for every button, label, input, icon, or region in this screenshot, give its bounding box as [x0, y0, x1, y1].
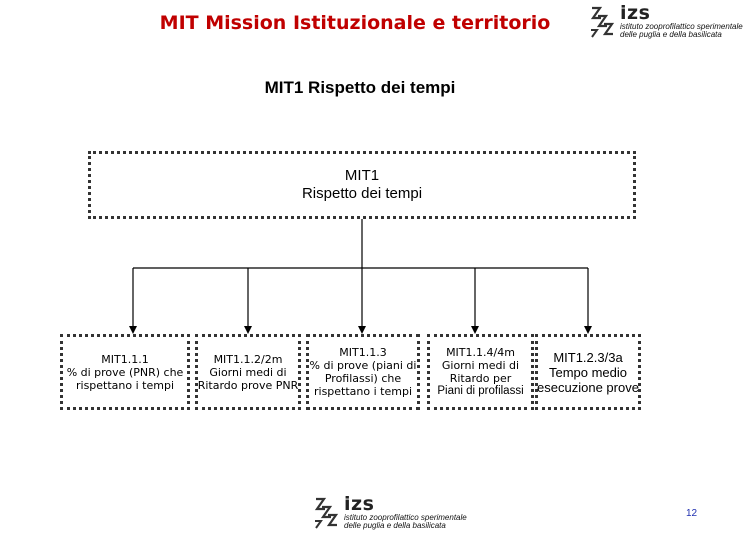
- node-text: MIT1.1.4/4m: [446, 346, 515, 359]
- root-node-code: MIT1: [344, 167, 380, 184]
- node-text: Piani di profilassi: [437, 385, 524, 397]
- node-mit1-1-1: [60, 334, 190, 410]
- node-text: Profilassi) che: [324, 372, 402, 385]
- logo-line-1: istituto zooprofilattico sperimentale: [344, 513, 467, 522]
- izs-logo-mark-icon: [312, 495, 342, 531]
- node-text: Giorni medi di: [209, 365, 287, 379]
- root-node-mit1: [88, 151, 636, 219]
- node-text: MIT1.2.3/3a: [553, 349, 623, 365]
- node-text: Ritardo prove PNR: [197, 378, 299, 392]
- node-text: MIT1.1.1: [101, 352, 149, 366]
- node-text: % di prove (PNR) che: [66, 365, 184, 379]
- node-text: esecuzione prove: [537, 379, 639, 395]
- node-text: rispettano i tempi: [313, 385, 412, 398]
- izs-logo-top: [588, 4, 743, 40]
- page-title: MIT Mission Istituzionale e territorio: [159, 12, 551, 34]
- node-text: MIT1.1.2/2m: [213, 352, 283, 366]
- node-mit1-2-3: [535, 334, 641, 410]
- node-mit1-1-4: [427, 334, 534, 410]
- logo-text: izs: [344, 493, 375, 515]
- node-text: % di prove (piani di: [309, 359, 417, 372]
- node-text: Tempo medio: [548, 364, 628, 380]
- page-subtitle: MIT1 Rispetto dei tempi: [264, 78, 456, 97]
- logo-line-2: delle puglia e della basilicata: [344, 521, 446, 530]
- node-mit1-1-2: [195, 334, 301, 410]
- node-text: rispettano i tempi: [75, 378, 174, 392]
- node-mit1-1-3: [306, 334, 420, 410]
- node-text: Giorni medi di: [441, 359, 520, 372]
- root-node-label: Rispetto dei tempi: [301, 185, 423, 202]
- izs-logo-bottom: [312, 495, 467, 531]
- node-text: MIT1.1.3: [339, 346, 387, 359]
- page-number: 12: [686, 508, 698, 519]
- izs-logo-mark-icon: [588, 4, 618, 40]
- logo-text: izs: [620, 2, 651, 24]
- logo-line-2: delle puglia e della basilicata: [620, 30, 722, 39]
- logo-line-1: istituto zooprofilattico sperimentale: [620, 22, 743, 31]
- node-text: Ritardo per: [449, 372, 512, 385]
